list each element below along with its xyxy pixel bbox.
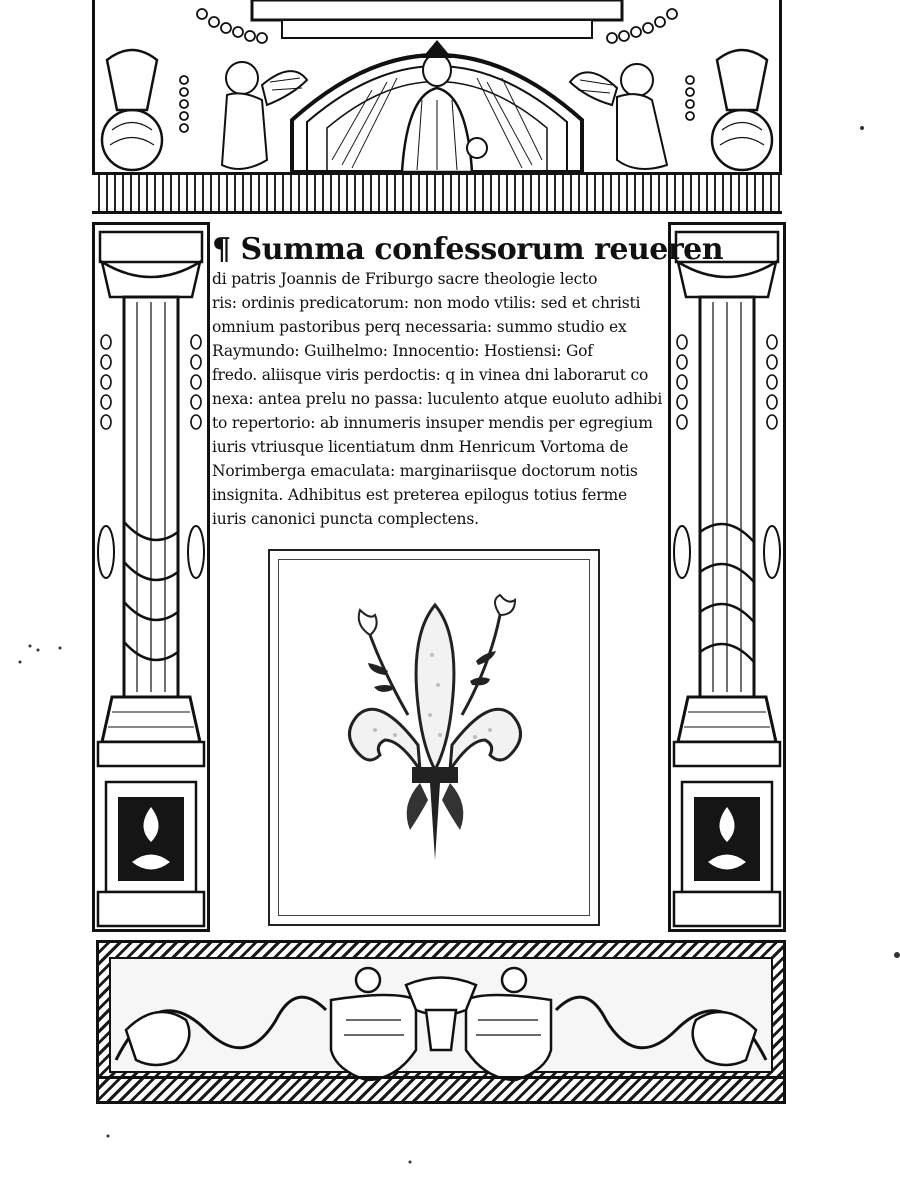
title-line-2: di patris Joannis de Friburgo sacre theologie lecto — [212, 270, 598, 288]
title-heading: Summa confessorum reueren — [240, 232, 724, 267]
title-line-7: nexa: antea prelu no passa: luculento atque euoluto adhibi — [212, 390, 663, 408]
title-line-8: to repertorio: ab innumeris insuper mendis per egregium — [212, 414, 653, 432]
title-line-4: omnium pastoribus perq necessaria: summo studio ex — [212, 318, 627, 336]
title-line-12: iuris canonici puncta complectens. — [212, 510, 479, 528]
title-line-11: insignita. Adhibitus est preterea epilogus totius ferme — [212, 486, 627, 504]
title-line-5: Raymundo: Guilhelmo: Innocentio: Hostiensi: Gof — [212, 342, 593, 360]
title-line-10: Norimberga emaculata: marginariisque doctorum notis — [212, 462, 638, 480]
paragraph-mark: ¶ — [212, 232, 231, 267]
title-line-6: fredo. aliisque viris perdoctis: q in vinea dni laborarut co — [212, 366, 649, 384]
title-line-9: iuris vtriusque licentiatum dnm Henricum Vortoma de — [212, 438, 629, 456]
title-line-3: ris: ordinis predicatorum: non modo vtilis: sed et christi — [212, 294, 641, 312]
